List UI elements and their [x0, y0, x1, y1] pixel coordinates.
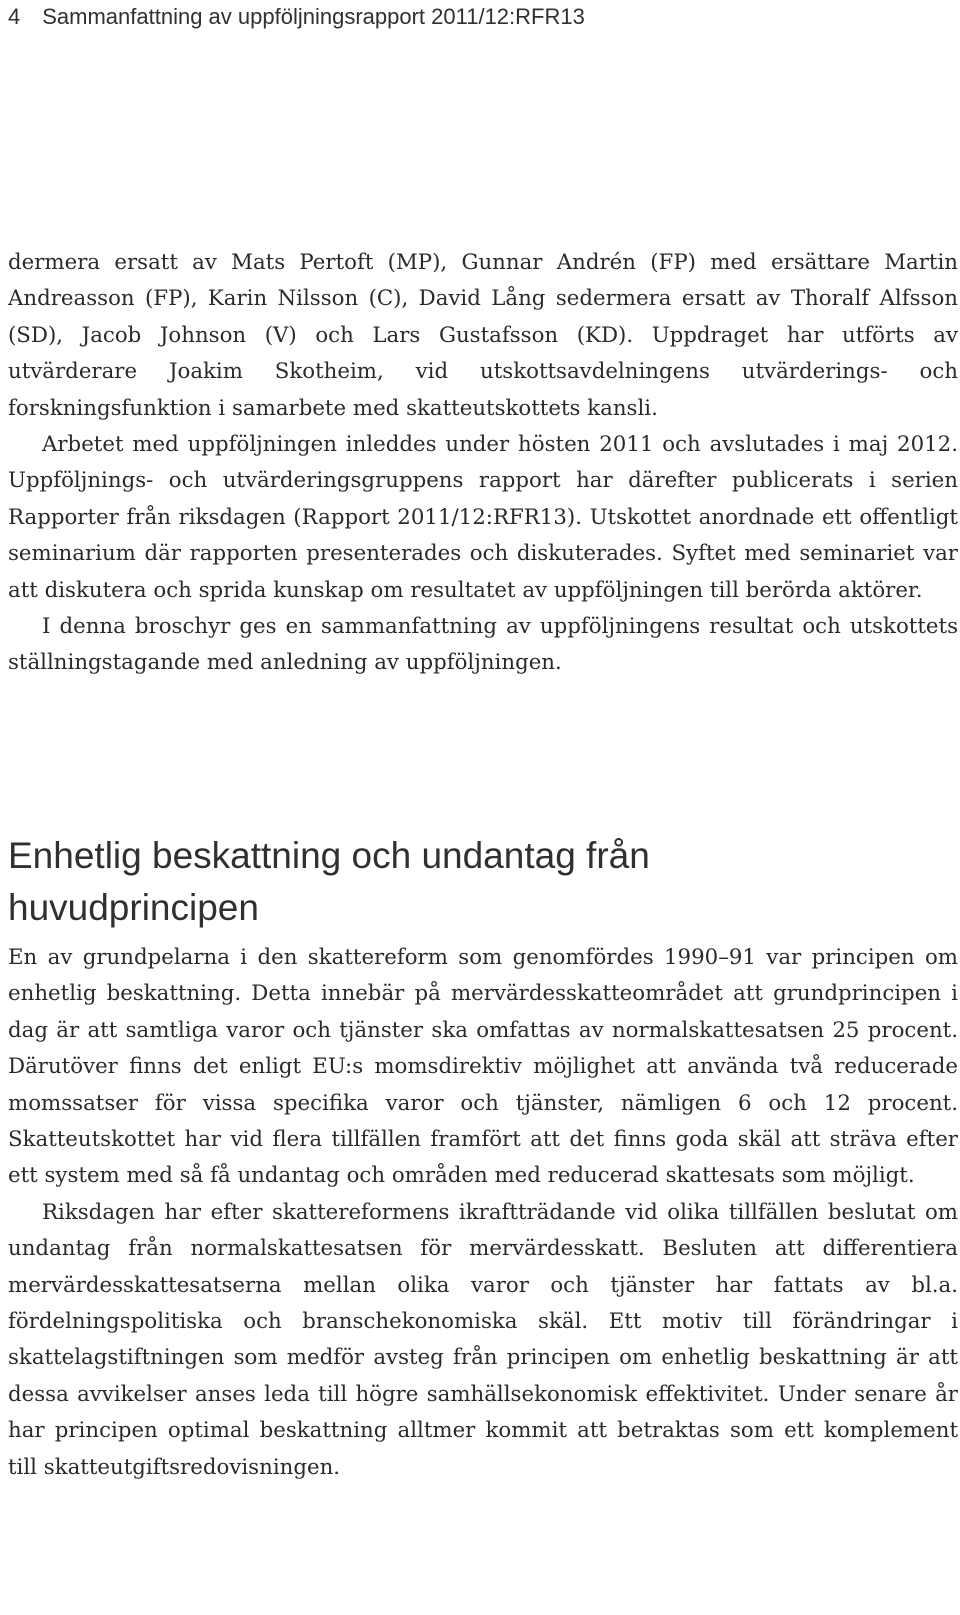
paragraph: Arbetet med uppföljningen inleddes under hösten 2011 och avslutades i maj 2012. Uppföljnings- och utvärderingsgruppens rapport har därefter publicerats i serien Rapporter från riksdagen (Rapport 2011/12:RFR13). Utskottet anordnade ett offentligt seminarium där rapporten presenterades och diskuterades. Syftet med seminariet var att diskutera och sprida kunskap om resultatet av uppföljningen till berörda aktörer.	[8, 432, 958, 603]
paragraph: En av grundpelarna i den skattereform som genomfördes 1990–91 var principen om enhetlig beskattning. Detta innebär på mervärdesskatteområdet att grundprincipen i dag är att samtliga varor och tjänster ska omfattas av normalskattesatsen 25 procent. Därutöver finns det enligt EU:s momsdirektiv möjlighet att använda två reducerade momssatser för vissa specifika varor och tjänster, nämligen 6 och 12 procent. Skatteutskottet har vid flera tillfällen framfört att det finns goda skäl att sträva efter ett system med så få undantag och områden med reducerad skattesats som möjligt.	[8, 945, 958, 1189]
page-number: 4	[8, 4, 21, 29]
section-text	[8, 940, 958, 1486]
paragraph: Riksdagen har efter skattereformens ikraftträdande vid olika tillfällen beslutat om undantag från normalskattesatsen för mervärdesskatt. Besluten att differentiera mervärdesskattesatserna mellan olika varor och tjänster har fattats av bl.a. fördelningspolitiska och branschekonomiska skäl. Ett motiv till förändringar i skattelagstiftningen som medför avsteg från principen om enhetlig beskattning är att dessa avvikelser anses leda till högre samhällsekonomisk effektivitet. Under senare år har principen optimal beskattning alltmer kommit att betraktas som ett komplement till skatteutgiftsredovisningen.	[8, 1199, 958, 1480]
intro-text	[8, 245, 958, 682]
paragraph: I denna broschyr ges en sammanfattning av uppföljningens resultat och utskottets ställningstagande med anledning av uppföljningen.	[8, 614, 958, 676]
running-head-title: Sammanfattning av uppföljningsrapport 2011/12:RFR13	[42, 4, 585, 29]
running-head	[8, 2, 585, 32]
section-heading: Enhetlig beskattning och undantag från huvudprincipen	[8, 835, 650, 928]
paragraph: dermera ersatt av Mats Pertoft (MP), Gunnar Andrén (FP) med ersättare Martin Andreasson (FP), Karin Nilsson (C), David Lång sedermera ersatt av Thoralf Alfsson (SD), Jacob Johnson (V) och Lars Gustafsson (KD). Uppdraget har utförts av utvärderare Joakim Skotheim, vid utskottsavdelningens utvärderings- och forskningsfunktion i samarbete med skatteutskottets kansli.	[8, 250, 958, 421]
